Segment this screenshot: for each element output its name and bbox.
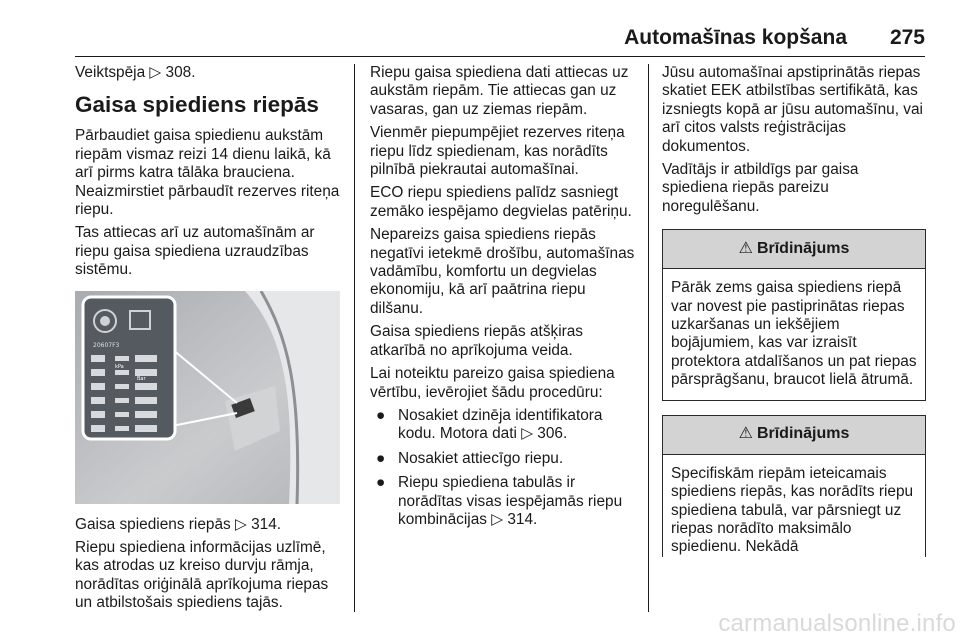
page-number: 275 — [889, 26, 925, 49]
label-unit-alt: Bar — [137, 375, 146, 382]
column-3 — [662, 64, 926, 557]
column-2 — [370, 64, 636, 535]
bullet-icon: ● — [376, 474, 386, 492]
paragraph: Gaisa spiediens riepās atšķiras atkarībā no aprīkojuma veida. — [370, 323, 584, 359]
label-unit: kPa — [115, 363, 124, 370]
warning-text: Pārāk zems gaisa spiediens riepā var novest pie pastiprinātas riepas uzkaršanas un iekšējiem bojājumiem, kas var izraisīt protektora atdalīšanos un pat riepas pārsprāgšanu, braucot lielā ātrumā. — [671, 279, 917, 389]
paragraph: Lai noteiktu pareizo gaisa spiediena vērtību, ievērojiet šādu procedūru: — [370, 365, 615, 401]
list-item-text: Riepu spiediena tabulās ir norādītas visas iespējamās riepu kombinācijas ▷ 314. — [398, 474, 623, 528]
warning-title: Brīdinājums — [756, 425, 850, 443]
warning-icon: ⚠ — [738, 425, 753, 443]
warning-icon: ⚠ — [738, 240, 753, 258]
bullet-icon: ● — [376, 406, 386, 424]
warning-header — [663, 416, 925, 455]
header-rule — [75, 56, 925, 57]
paragraph: Vienmēr piepumpējiet rezerves riteņa riepu līdz spiedienam, kas norādīts pilnībā piekrautai automašīnai. — [370, 124, 625, 179]
warning-header — [663, 230, 925, 269]
warning-box — [662, 415, 926, 557]
performance-ref: Veiktspēja ▷ 308. — [75, 64, 196, 81]
paragraph: Jūsu automašīnai apstiprinātās riepas skatiet EEK atbilstības sertifikātā, kas izsniegts kopā ar jūsu automašīnu, vai arī citos valsts reģistrācijas dokumentos. — [662, 64, 923, 155]
list-item-text: Nosakiet attiecīgo riepu. — [398, 449, 564, 467]
warning-title: Brīdinājums — [756, 240, 850, 258]
section-heading: Gaisa spiediens riepās — [75, 92, 319, 118]
paragraph: Vadītājs ir atbildīgs par gaisa spiediena riepās pareizu noregulēšanu. — [662, 161, 859, 215]
paragraph: ECO riepu spiediens palīdz sasniegt zemāko iespējamo degvielas patēriņu. — [370, 184, 632, 220]
watermark: carmanualsonline.info — [718, 610, 956, 637]
bullet-icon: ● — [376, 449, 386, 467]
paragraph: Riepu gaisa spiediena dati attiecas uz aukstām riepām. Tie attiecas gan uz vasaras, gan uz ziemas riepām. — [370, 64, 629, 118]
paragraph: Nepareizs gaisa spiediens riepās negatīvi ietekmē drošību, automašīnas vadāmību, komfortu un degvielas ekonomiju, kā arī paātrina riepu dilšanu. — [370, 226, 635, 317]
door-frame-illustration — [75, 291, 340, 504]
list-item — [370, 474, 636, 529]
column-divider-right — [648, 64, 649, 612]
list-item — [370, 407, 636, 444]
page-header — [75, 26, 925, 56]
list-item — [370, 450, 636, 468]
paragraph: Tas attiecas arī uz automašīnām ar riepu gaisa spiediena uzraudzības sistēmu. — [75, 224, 315, 279]
column-1 — [75, 64, 340, 618]
paragraph: Pārbaudiet gaisa spiedienu aukstām riepām vismaz reizi 14 dienu laikā, kā arī pirms katra tālāka brauciena. Neaizmirstiet pārbaudīt rezerves riteņa riepu. — [75, 127, 340, 219]
label-code: 20607F3 — [93, 341, 120, 349]
tire-pressure-label-image — [75, 291, 340, 504]
warning-box — [662, 229, 926, 400]
warning-text: Specifiskām riepām ieteicamais spiediens riepās, kas norādīts riepu spiediena tabulā, var pārsniegt uz riepas norādīto maksimālo spiedienu. Nekādā — [671, 464, 914, 556]
tire-pressure-ref: Gaisa spiediens riepās ▷ 314. — [75, 515, 282, 533]
paragraph: Riepu spiediena informācijas uzlīmē, kas atrodas uz kreiso durvju rāmja, norādītas oriģinālā aprīkojuma riepas un atbilstošais spiediens tajās. — [75, 539, 329, 612]
list-item-text: Nosakiet dzinēja identifikatora kodu. Motora dati ▷ 306. — [398, 406, 603, 443]
column-divider-left — [354, 64, 355, 612]
section-title: Automašīnas kopšana — [624, 26, 847, 49]
